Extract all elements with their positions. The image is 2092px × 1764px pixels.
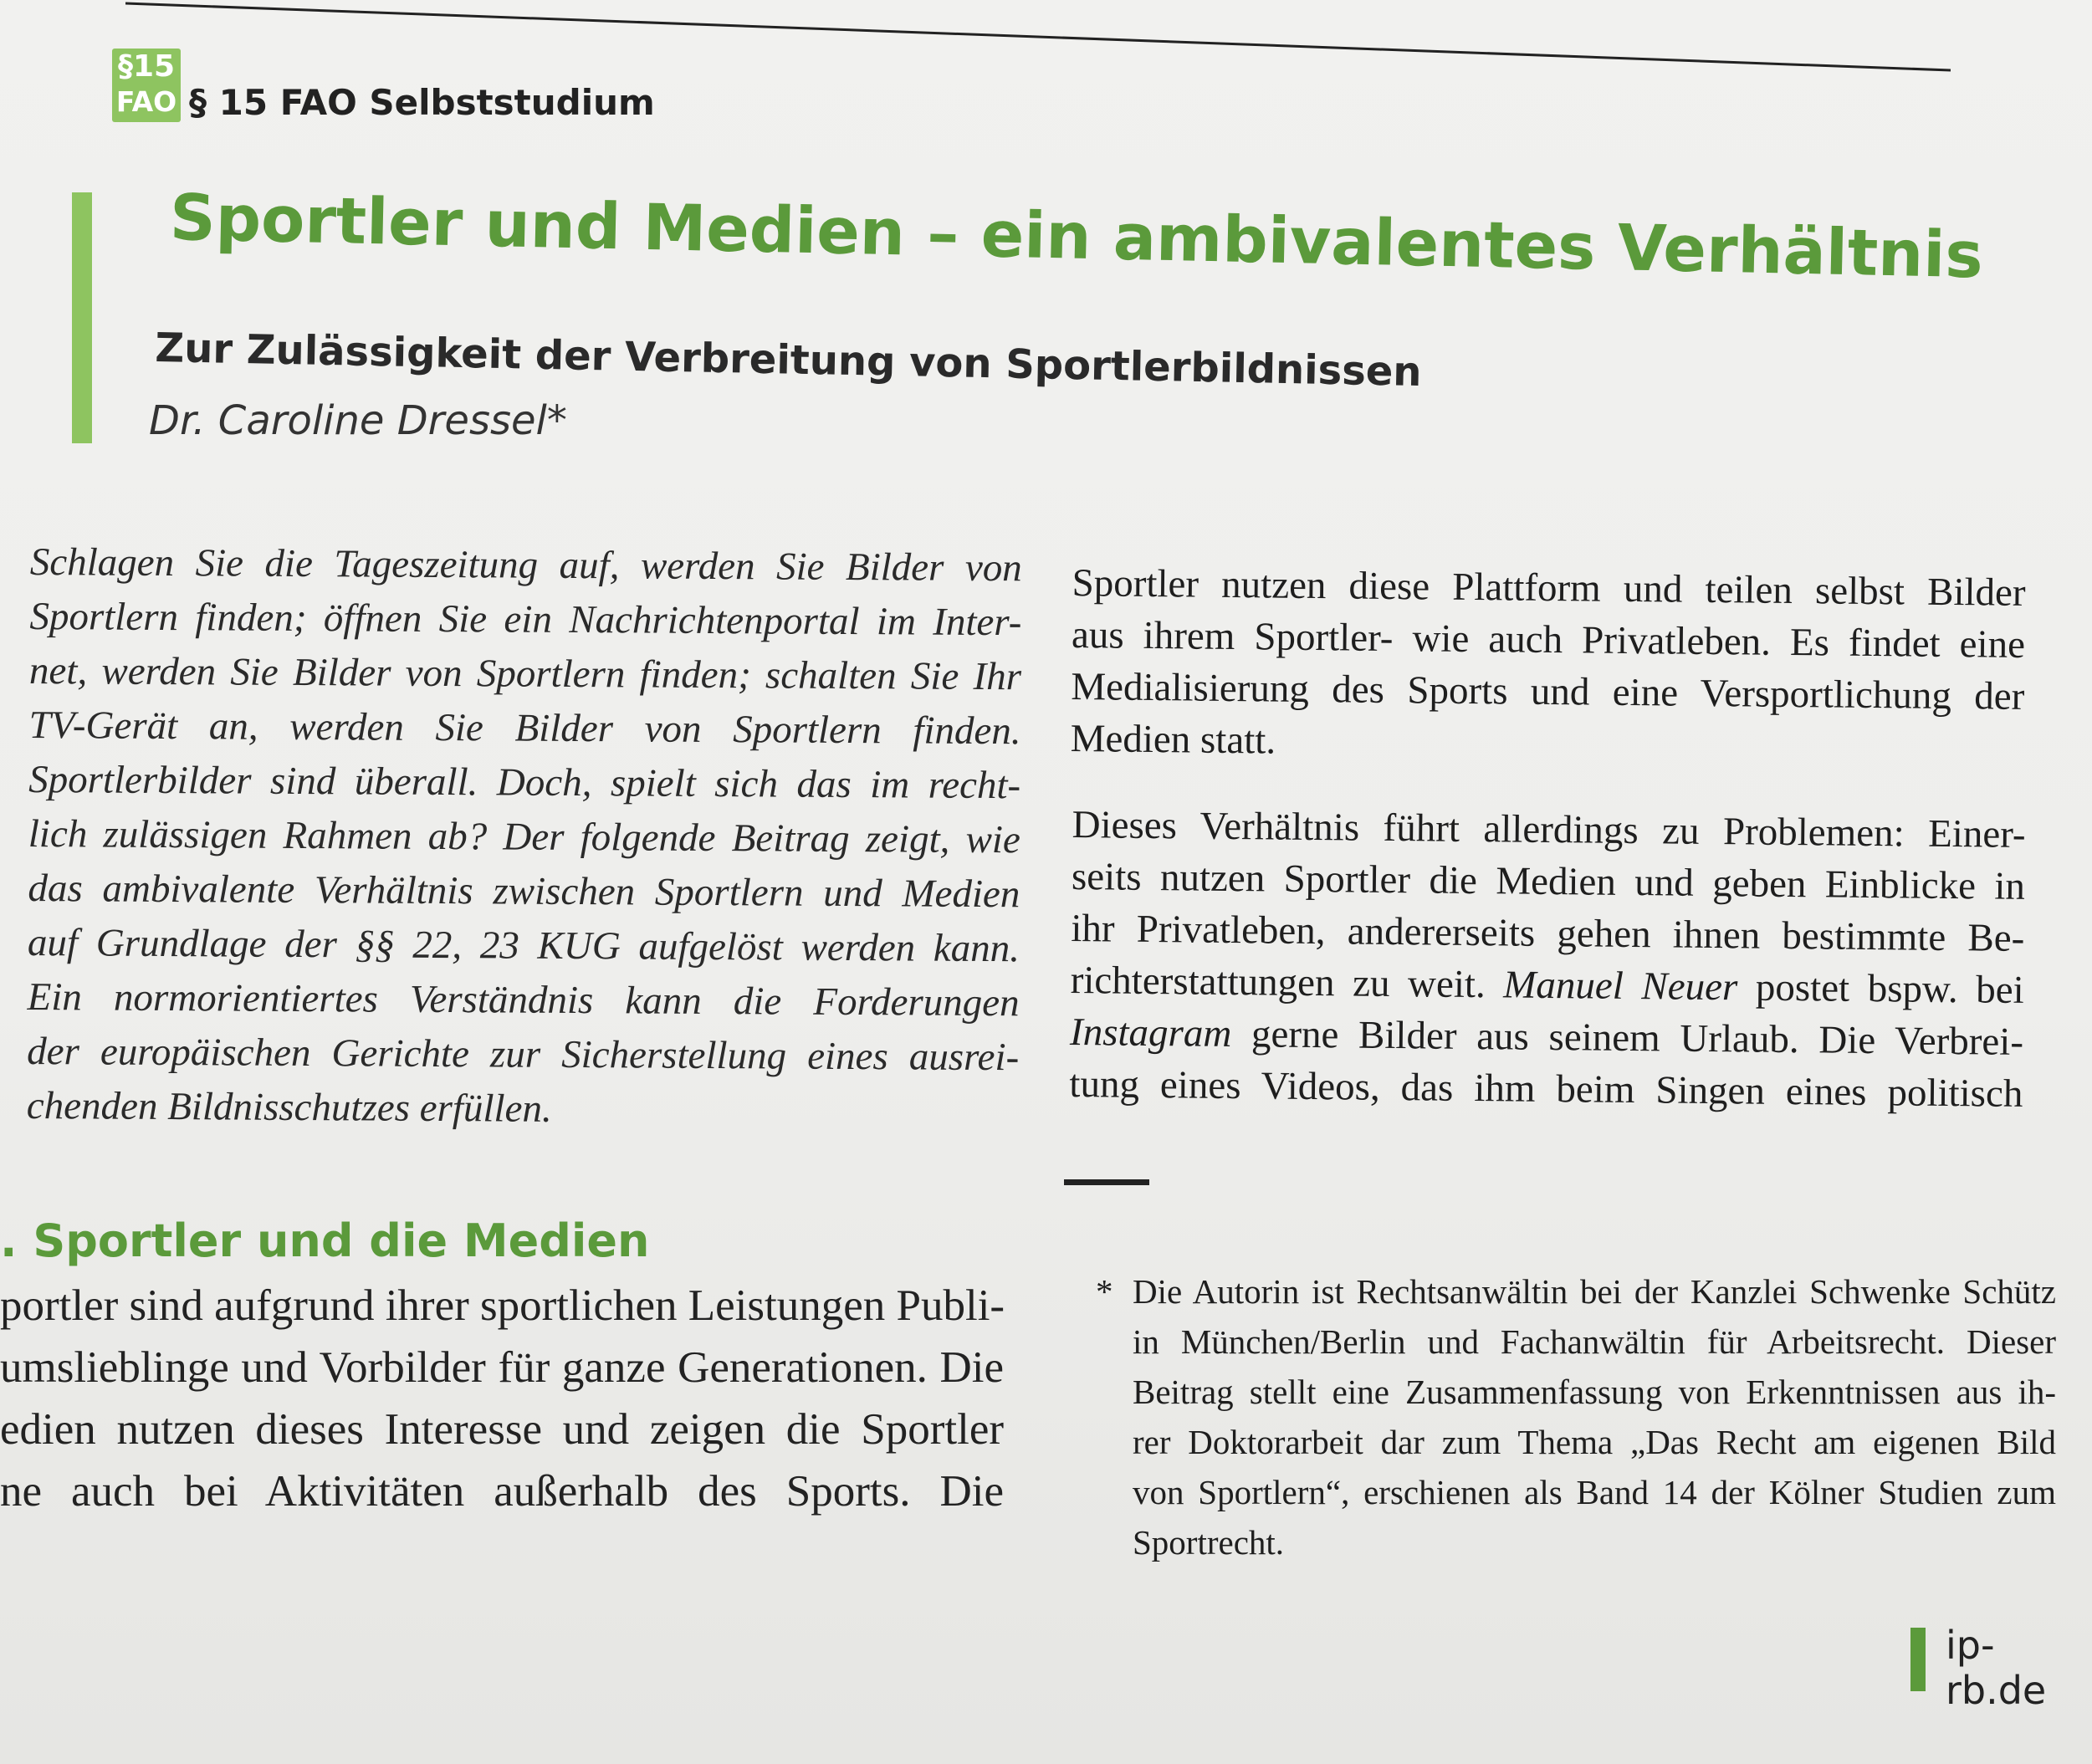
footnote-line: rer Doktorarbeit dar zum Thema „Das Recht am eigenen Bild xyxy=(1133,1423,2056,1461)
section-heading: . Sportler und die Medien xyxy=(0,1214,650,1267)
body-line: portler sind aufgrund ihrer sportlichen Leistungen Publi- xyxy=(0,1281,1005,1330)
abstract-line: Sportlern finden; öffnen Sie ein Nachrichtenportal im Inter- xyxy=(29,594,1022,645)
footnote-line: Beitrag stellt eine Zusammenfassung von Erkenntnissen aus ih- xyxy=(1133,1373,2056,1411)
footnote-text xyxy=(1133,1266,2056,1567)
abstract-line: das ambivalente Verhältnis zwischen Sportlern und Medien xyxy=(28,866,1020,917)
paragraph-line: Medien statt. xyxy=(1070,716,1276,763)
abstract-line: auf Grundlage der §§ 22, 23 KUG aufgelöst werden kann. xyxy=(27,920,1020,971)
section-label: § 15 FAO Selbststudium xyxy=(189,82,655,123)
abstract-line: Sportlerbilder sind überall. Doch, spielt sich das im recht- xyxy=(28,757,1021,808)
paragraph-line: Sportler nutzen diese Plattform und teilen selbst Bilder xyxy=(1072,560,2026,615)
footnote-line: Die Autorin ist Rechtsanwältin bei der Kanzlei Schwenke Schütz xyxy=(1133,1272,2056,1311)
footnote-mark: * xyxy=(1096,1272,1113,1311)
person-name: Manuel Neuer xyxy=(1503,963,1738,1010)
badge-line-2: FAO xyxy=(115,85,177,118)
body-line: ne auch bei Aktivitäten außerhalb des Sports. Die xyxy=(0,1467,1004,1516)
article-subtitle: Zur Zulässigkeit der Verbreitung von Sportlerbildnissen xyxy=(154,325,1423,396)
line-text: richterstattungen zu weit. xyxy=(1070,958,1504,1007)
footnote-separator xyxy=(1064,1179,1149,1185)
abstract-line: lich zulässigen Rahmen ab? Der folgende Beitrag zeigt, wie xyxy=(28,811,1020,862)
title-accent-bar xyxy=(72,192,92,443)
top-rule xyxy=(125,0,1951,75)
body-line: umslieblinge und Vorbilder für ganze Generationen. Die xyxy=(0,1343,1004,1392)
article-title: Sportler und Medien – ein ambivalentes Verhältnis xyxy=(169,180,1984,293)
line-text: gerne Bilder aus seinem Urlaub. Die Verbrei- xyxy=(1231,1012,2024,1064)
body-line: edien nutzen dieses Interesse und zeigen die Sportler xyxy=(0,1405,1004,1454)
paragraph-line: seits nutzen Sportler die Medien und geben Einblicke in xyxy=(1071,854,2026,908)
section-body xyxy=(0,1275,1004,1522)
article-author: Dr. Caroline Dressel* xyxy=(149,397,567,444)
abstract xyxy=(27,535,1022,1139)
paragraph-line: Dieses Verhältnis führt allerdings zu Problemen: Einer- xyxy=(1072,802,2026,856)
line-text: postet bspw. bei xyxy=(1737,965,2024,1012)
paragraph-line: tung eines Videos, das ihm beim Singen eines politisch xyxy=(1069,1061,2023,1116)
abstract-line: der europäischen Gerichte zur Sicherstellung eines ausrei- xyxy=(27,1029,1020,1080)
footnote-line: von Sportlern“, erschienen als Band 14 der Kölner Studien zum xyxy=(1133,1473,2056,1511)
abstract-line: chenden Bildnisschutzes erfüllen. xyxy=(26,1083,552,1131)
abstract-line: TV-Gerät an, werden Sie Bilder von Sportlern finden. xyxy=(28,703,1021,754)
right-paragraph-2 xyxy=(1069,799,2026,1120)
footer-site: ip-rb.de xyxy=(1946,1623,2047,1713)
footer-accent-bar xyxy=(1910,1628,1926,1691)
paragraph-line: Medialisierung des Sports und eine Versportlichung der xyxy=(1071,664,2025,718)
abstract-line: Schlagen Sie die Tageszeitung auf, werden Sie Bilder von xyxy=(29,539,1022,591)
badge-line-1: §15 xyxy=(117,49,176,84)
footnote-line: Sportrecht. xyxy=(1133,1523,1285,1562)
footnote xyxy=(1096,1266,2056,1567)
fao-badge xyxy=(112,49,181,122)
footnote-line: in München/Berlin und Fachanwältin für Arbeitsrecht. Dieser xyxy=(1133,1322,2056,1361)
abstract-line: net, werden Sie Bilder von Sportlern finden; schalten Sie Ihr xyxy=(28,648,1022,699)
right-paragraph-1 xyxy=(1070,557,2026,775)
platform-name: Instagram xyxy=(1069,1010,1232,1056)
abstract-line: Ein normorientiertes Verständnis kann die Forderungen xyxy=(27,974,1020,1025)
paragraph-line: aus ihrem Sportler- wie auch Privatleben. Es findet eine xyxy=(1071,612,2026,667)
paragraph-line: ihr Privatleben, andererseits gehen ihnen bestimmte Be- xyxy=(1071,906,2025,960)
